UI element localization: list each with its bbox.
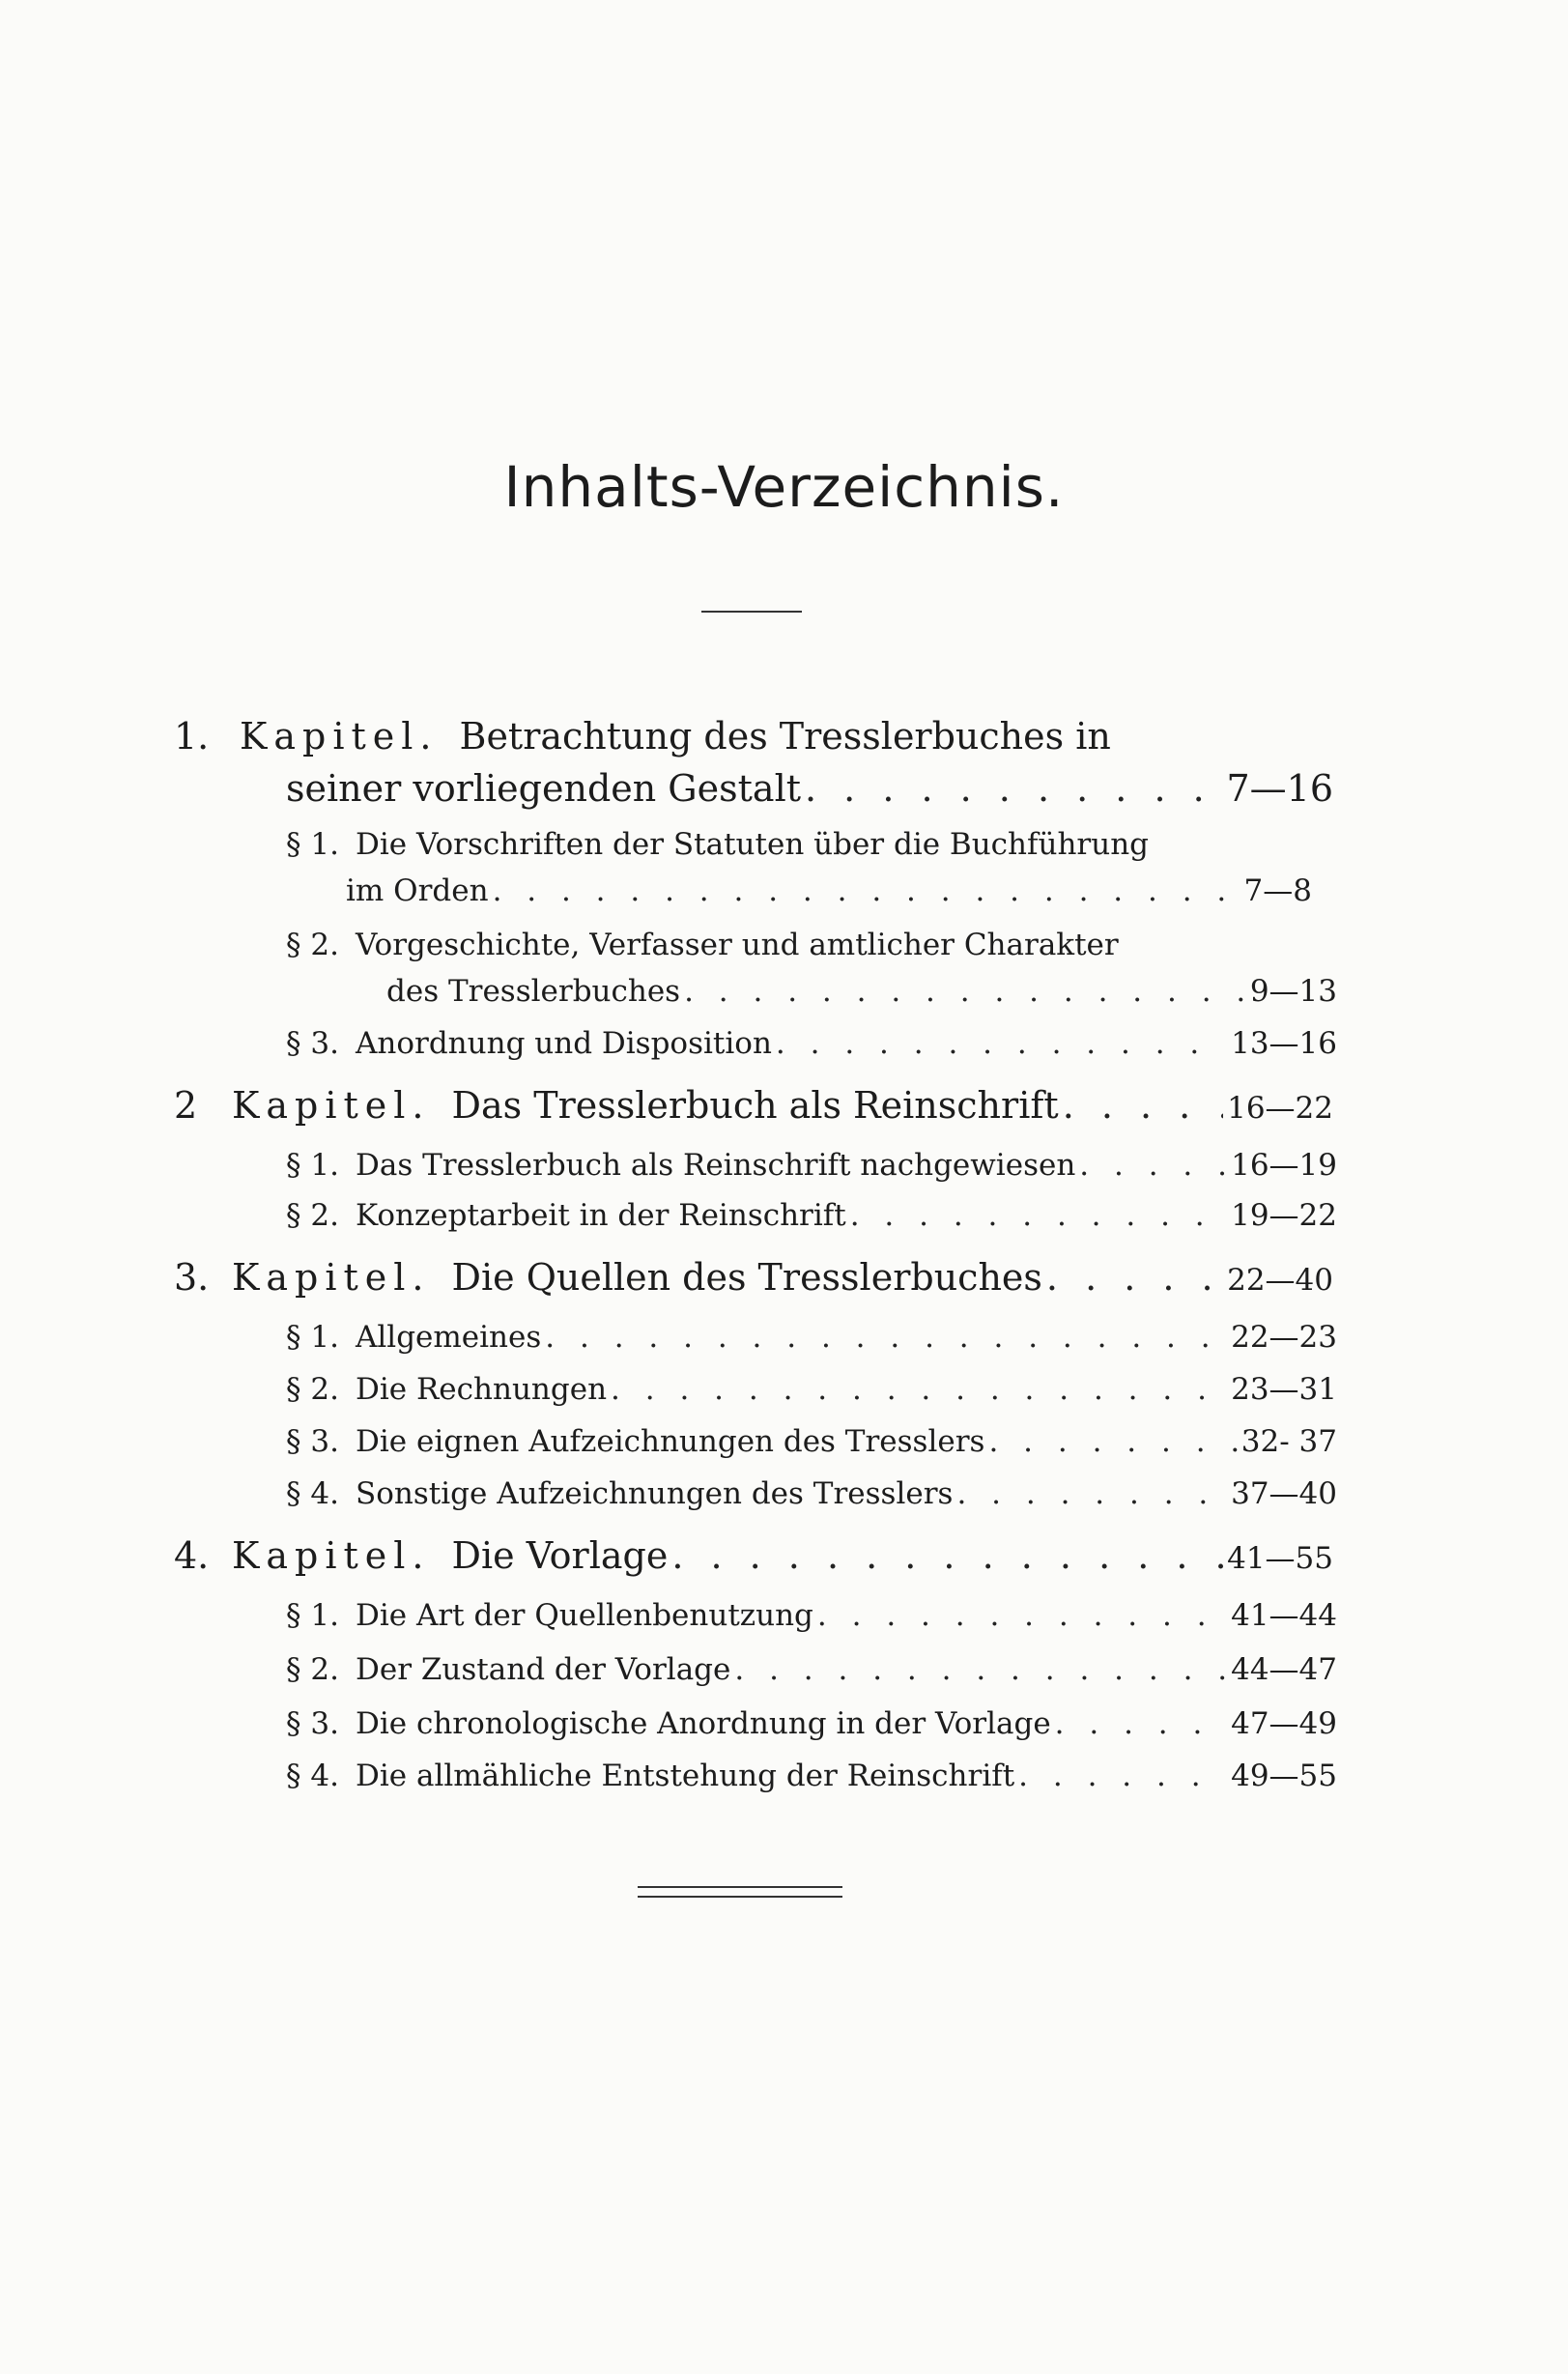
section-3-3 — [286, 1424, 1337, 1459]
section-title: Die chronologische Anordnung in der Vorlage — [356, 1706, 1051, 1741]
section-title: Die allmähliche Entstehung der Reinschrift — [356, 1759, 1015, 1793]
chapter-title: Betrachtung des Tresslerbuches in — [459, 715, 1111, 758]
dot-leader — [805, 767, 1222, 810]
dot-leader — [493, 873, 1240, 908]
dot-leader — [1079, 1148, 1227, 1183]
section-title: Konzeptarbeit in der Reinschrift — [356, 1198, 846, 1233]
dot-leader — [776, 1026, 1227, 1061]
section-number: § 3. — [286, 1424, 339, 1459]
section-title: Der Zustand der Vorlage — [356, 1652, 731, 1687]
dot-leader — [1046, 1256, 1223, 1299]
dot-leader — [1063, 1084, 1223, 1127]
page-range: 41—55 — [1227, 1541, 1333, 1576]
dot-leader — [671, 1534, 1223, 1577]
page-range: 13—16 — [1231, 1026, 1337, 1061]
chapter-1-heading-cont — [286, 767, 1333, 810]
chapter-word: Kapitel. — [232, 1084, 431, 1127]
section-4-4 — [286, 1759, 1337, 1793]
section-number: § 2. — [286, 1198, 339, 1233]
page-range: 16—22 — [1227, 1091, 1333, 1126]
chapter-number: 1. — [174, 715, 210, 758]
section-title: Die Art der Quellenbenutzung — [356, 1598, 813, 1633]
section-number: § 2. — [286, 928, 339, 962]
page-range: 22—23 — [1231, 1320, 1337, 1355]
dot-leader — [850, 1198, 1227, 1233]
section-title: Die eignen Aufzeichnungen des Tresslers — [356, 1424, 985, 1459]
dot-leader — [988, 1424, 1237, 1459]
chapter-word: Kapitel. — [240, 715, 439, 758]
chapter-word: Kapitel. — [232, 1534, 431, 1577]
dot-leader — [734, 1652, 1227, 1687]
section-1-3 — [286, 1026, 1337, 1061]
section-number: § 4. — [286, 1476, 339, 1511]
chapter-1-heading — [174, 715, 1333, 758]
page-range: 41—44 — [1231, 1598, 1337, 1633]
chapter-number: 2 — [174, 1084, 198, 1127]
dot-leader — [817, 1598, 1227, 1633]
section-title: Allgemeines — [356, 1320, 542, 1355]
section-number: § 1. — [286, 1598, 339, 1633]
chapter-3-heading — [174, 1256, 1333, 1299]
page-title: Inhalts-Verzeichnis. — [503, 454, 1065, 520]
section-number: § 1. — [286, 827, 339, 862]
section-title: Vorgeschichte, Verfasser und amtlicher Charakter — [356, 928, 1119, 962]
section-number: § 3. — [286, 1706, 339, 1741]
section-number: § 3. — [286, 1026, 339, 1061]
page-range: 7—8 — [1243, 873, 1312, 908]
page-range: 7—16 — [1226, 767, 1333, 810]
page-range: 19—22 — [1231, 1198, 1337, 1233]
page-range: 23—31 — [1231, 1372, 1337, 1407]
chapter-4-heading — [174, 1534, 1333, 1577]
chapter-title: Das Tresslerbuch als Reinschrift — [451, 1084, 1059, 1127]
section-1-2 — [286, 928, 1310, 962]
dot-leader — [1055, 1706, 1227, 1741]
section-title: Sonstige Aufzeichnungen des Tresslers — [356, 1476, 954, 1511]
page-range: 47—49 — [1231, 1706, 1337, 1741]
section-title: Die Vorschriften der Statuten über die Buchführung — [356, 827, 1150, 862]
section-2-2 — [286, 1198, 1337, 1233]
chapter-2-heading — [174, 1084, 1333, 1127]
section-1-1-cont — [346, 873, 1312, 908]
section-1-1 — [286, 827, 1310, 862]
closing-double-rule — [638, 1886, 842, 1898]
section-3-1 — [286, 1320, 1337, 1355]
section-title: Die Rechnungen — [356, 1372, 608, 1407]
chapter-title: Die Quellen des Tresslerbuches — [451, 1256, 1042, 1299]
section-number: § 2. — [286, 1372, 339, 1407]
page-range: 44—47 — [1231, 1652, 1337, 1687]
section-title: Das Tresslerbuch als Reinschrift nachgewiesen — [356, 1148, 1076, 1183]
dot-leader — [611, 1372, 1227, 1407]
section-title: Anordnung und Disposition — [356, 1026, 772, 1061]
page-range: 37—40 — [1231, 1476, 1337, 1511]
section-2-1 — [286, 1148, 1337, 1183]
dot-leader — [684, 974, 1246, 1009]
section-3-4 — [286, 1476, 1337, 1511]
page-range: 16—19 — [1231, 1148, 1337, 1183]
page-range: 32- 37 — [1240, 1424, 1337, 1459]
section-3-2 — [286, 1372, 1337, 1407]
section-4-2 — [286, 1652, 1337, 1687]
chapter-title: Die Vorlage — [451, 1534, 669, 1577]
page-range: 49—55 — [1231, 1759, 1337, 1793]
section-number: § 1. — [286, 1148, 339, 1183]
section-1-2-cont — [386, 974, 1337, 1009]
chapter-number: 4. — [174, 1534, 210, 1577]
section-number: § 4. — [286, 1759, 339, 1793]
section-number: § 1. — [286, 1320, 339, 1355]
section-title-cont: des Tresslerbuches — [386, 974, 681, 1009]
chapter-word: Kapitel. — [232, 1256, 431, 1299]
section-4-3 — [286, 1706, 1337, 1741]
page-range: 22—40 — [1227, 1263, 1333, 1298]
chapter-number: 3. — [174, 1256, 210, 1299]
dot-leader — [956, 1476, 1227, 1511]
dot-leader — [1018, 1759, 1227, 1793]
page-range: 9—13 — [1249, 974, 1337, 1009]
section-number: § 2. — [286, 1652, 339, 1687]
section-title-cont: im Orden — [346, 873, 489, 908]
chapter-title-cont: seiner vorliegenden Gestalt — [286, 767, 802, 810]
dot-leader — [545, 1320, 1227, 1355]
section-4-1 — [286, 1598, 1337, 1633]
